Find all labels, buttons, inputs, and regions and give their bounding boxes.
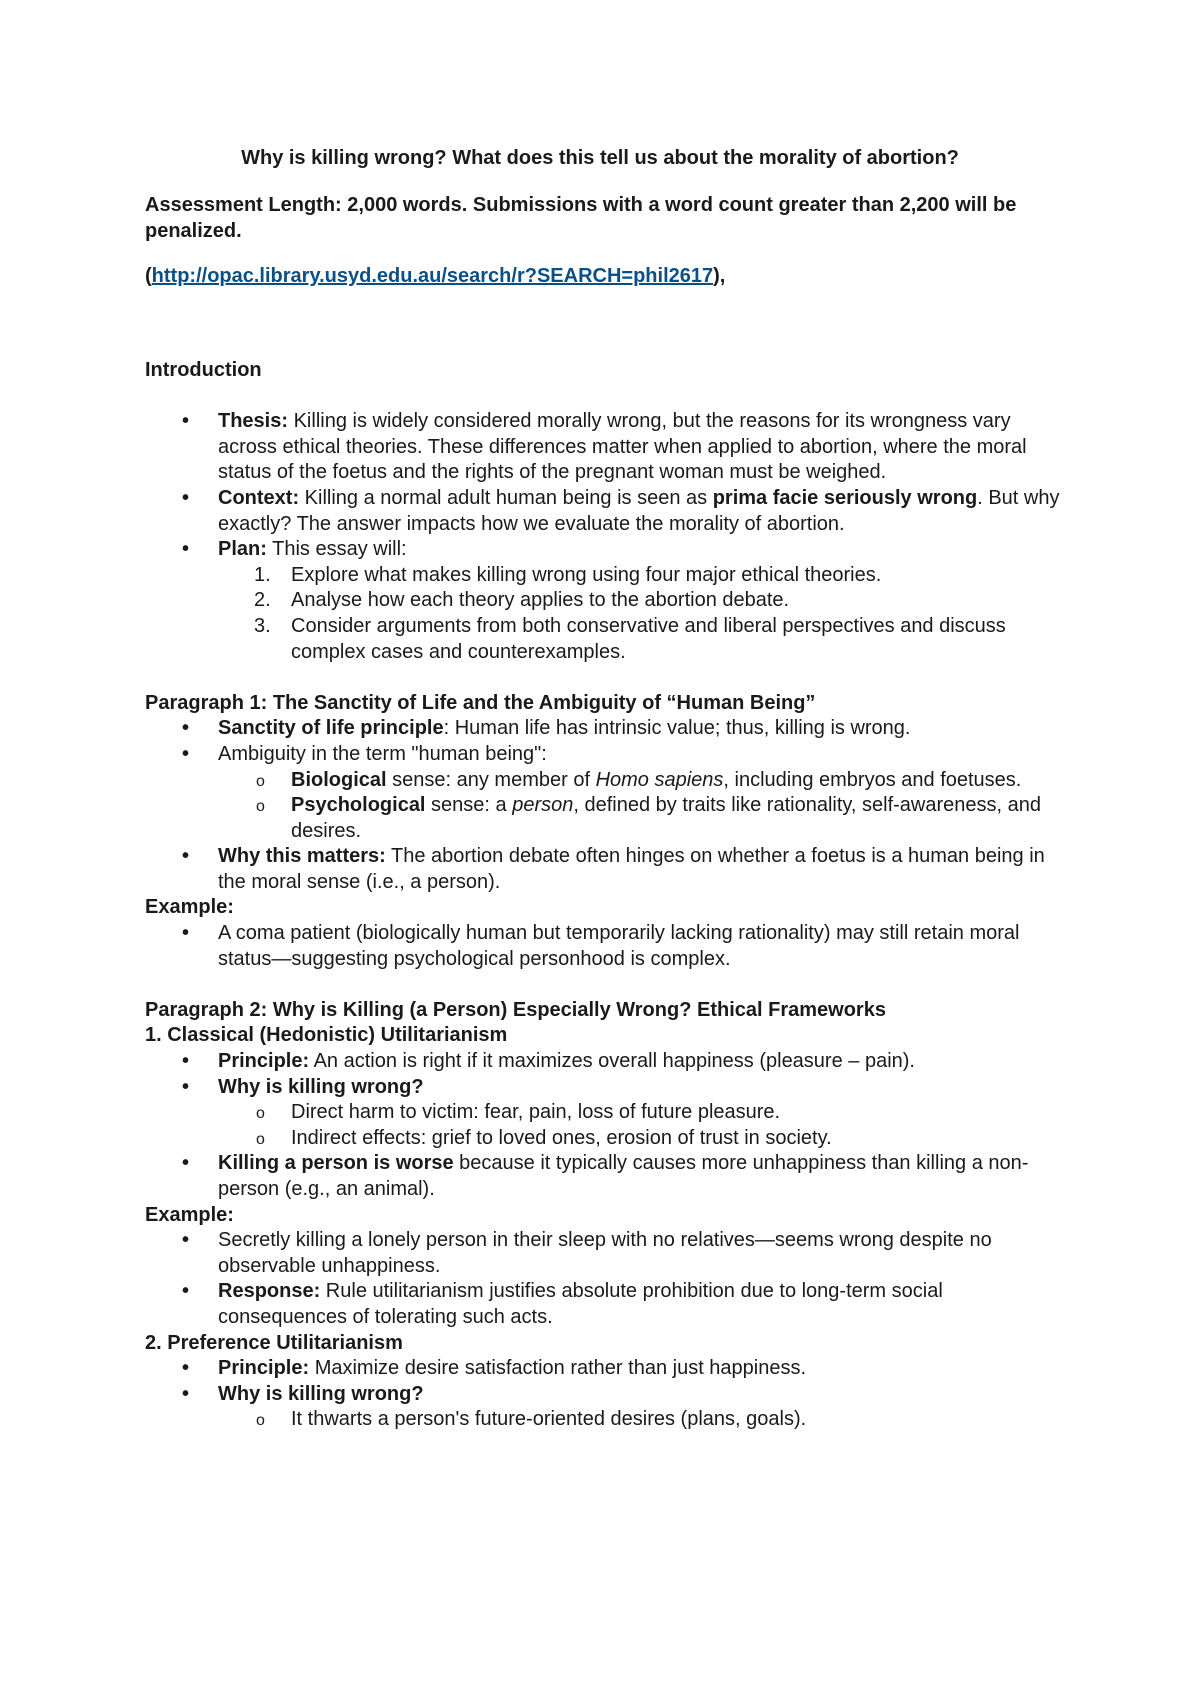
introduction-heading: Introduction bbox=[145, 359, 262, 381]
why-killing-wrong-sublist bbox=[145, 1100, 1065, 1151]
list-item-why-killing-wrong: • Why is killing wrong? bbox=[145, 1075, 1065, 1101]
plan-list bbox=[145, 563, 1065, 665]
list-item-example: • A coma patient (biologically human but temporarily lacking rationality) may still retain moral status—suggesting psychological personhood is complex. bbox=[145, 921, 1065, 972]
link-close-paren: ), bbox=[713, 265, 726, 287]
list-item-sanctity: • Sanctity of life principle: Human life has intrinsic value; thus, killing is wrong. bbox=[145, 716, 1065, 742]
list-item-plan: • Plan: This essay will: bbox=[145, 537, 1065, 563]
sublist-item-thwarts-desires: o It thwarts a person's future-oriented desires (plans, goals). bbox=[145, 1407, 1065, 1433]
list-item-principle: • Principle: Maximize desire satisfaction rather than just happiness. bbox=[145, 1356, 1065, 1382]
sublist-item-direct-harm: o Direct harm to victim: fear, pain, loss of future pleasure. bbox=[145, 1100, 1065, 1126]
sublist-item-psychological: o Psychological sense: a person, defined by traits like rationality, self-awareness, and desires. bbox=[145, 793, 1065, 844]
classical-utilitarianism-list bbox=[145, 1049, 1065, 1100]
plan-item: 1. Explore what makes killing wrong using four major ethical theories. bbox=[254, 563, 882, 586]
list-item-why-killing-wrong: • Why is killing wrong? bbox=[145, 1382, 1065, 1408]
sublist-item-biological: o Biological sense: any member of Homo sapiens, including embryos and foetuses. bbox=[145, 768, 1065, 794]
list-item-thesis: • Thesis: Killing is widely considered morally wrong, but the reasons for its wrongness vary across ethical theories. These differences matter when applied to abortion, where the moral status of the foetus and the rights of the pregnant woman must be weighed. bbox=[145, 409, 1065, 486]
ambiguity-sublist bbox=[145, 768, 1065, 845]
example-label: Example: bbox=[145, 896, 234, 919]
paragraph-1-list-continued bbox=[145, 844, 1065, 895]
paragraph-1-list bbox=[145, 716, 1065, 767]
paragraph-2-example-list bbox=[145, 1228, 1065, 1330]
list-item-ambiguity: • Ambiguity in the term "human being": bbox=[145, 742, 1065, 768]
preference-utilitarianism-list bbox=[145, 1356, 1065, 1407]
list-item-principle: • Principle: An action is right if it maximizes overall happiness (pleasure – pain). bbox=[145, 1049, 1065, 1075]
introduction-list bbox=[145, 409, 1065, 563]
plan-item: 2. Analyse how each theory applies to the abortion debate. bbox=[254, 589, 790, 612]
list-item-example: • Secretly killing a lonely person in their sleep with no relatives—seems wrong despite no observable unhappiness. bbox=[145, 1228, 1065, 1279]
sublist-item-indirect-effects: o Indirect effects: grief to loved ones, erosion of trust in society. bbox=[145, 1126, 1065, 1152]
example-label: Example: bbox=[145, 1203, 234, 1226]
subheading-classical-utilitarianism: 1. Classical (Hedonistic) Utilitarianism bbox=[145, 1024, 508, 1047]
assessment-note bbox=[145, 193, 1065, 244]
preference-why-sublist bbox=[145, 1407, 1065, 1433]
reading-link-line bbox=[145, 264, 1065, 290]
list-item-context: • Context: Killing a normal adult human being is seen as prima facie seriously wrong. But why exactly? The answer impacts how we evaluate the morality of abortion. bbox=[145, 486, 1065, 537]
paragraph-1-example-list bbox=[145, 921, 1065, 972]
list-item-response: • Response: Rule utilitarianism justifies absolute prohibition due to long-term social consequences of tolerating such acts. bbox=[145, 1279, 1065, 1330]
document-title: Why is killing wrong? What does this tell us about the morality of abortion? bbox=[241, 147, 959, 169]
library-link[interactable]: http://opac.library.usyd.edu.au/search/r?SEARCH=phil2617 bbox=[151, 265, 714, 287]
paragraph-2-heading: Paragraph 2: Why is Killing (a Person) Especially Wrong? Ethical Frameworks bbox=[145, 998, 886, 1021]
list-item-killing-worse: • Killing a person is worse because it typically causes more unhappiness than killing a non-person (e.g., an animal). bbox=[145, 1151, 1065, 1202]
introduction-section bbox=[145, 358, 1065, 1433]
paragraph-1-heading: Paragraph 1: The Sanctity of Life and the Ambiguity of “Human Being” bbox=[145, 691, 816, 714]
list-item-why-matters: • Why this matters: The abortion debate often hinges on whether a foetus is a human being in the moral sense (i.e., a person). bbox=[145, 844, 1065, 895]
subheading-preference-utilitarianism: 2. Preference Utilitarianism bbox=[145, 1331, 403, 1354]
plan-item: 3. Consider arguments from both conservative and liberal perspectives and discuss complex cases and counterexamples. bbox=[254, 614, 1006, 663]
classical-utilitarianism-list-continued bbox=[145, 1151, 1065, 1202]
assessment-text: Assessment Length: 2,000 words. Submissions with a word count greater than 2,200 will be penalized. bbox=[145, 194, 1017, 242]
link-open-paren: ( bbox=[145, 265, 152, 287]
